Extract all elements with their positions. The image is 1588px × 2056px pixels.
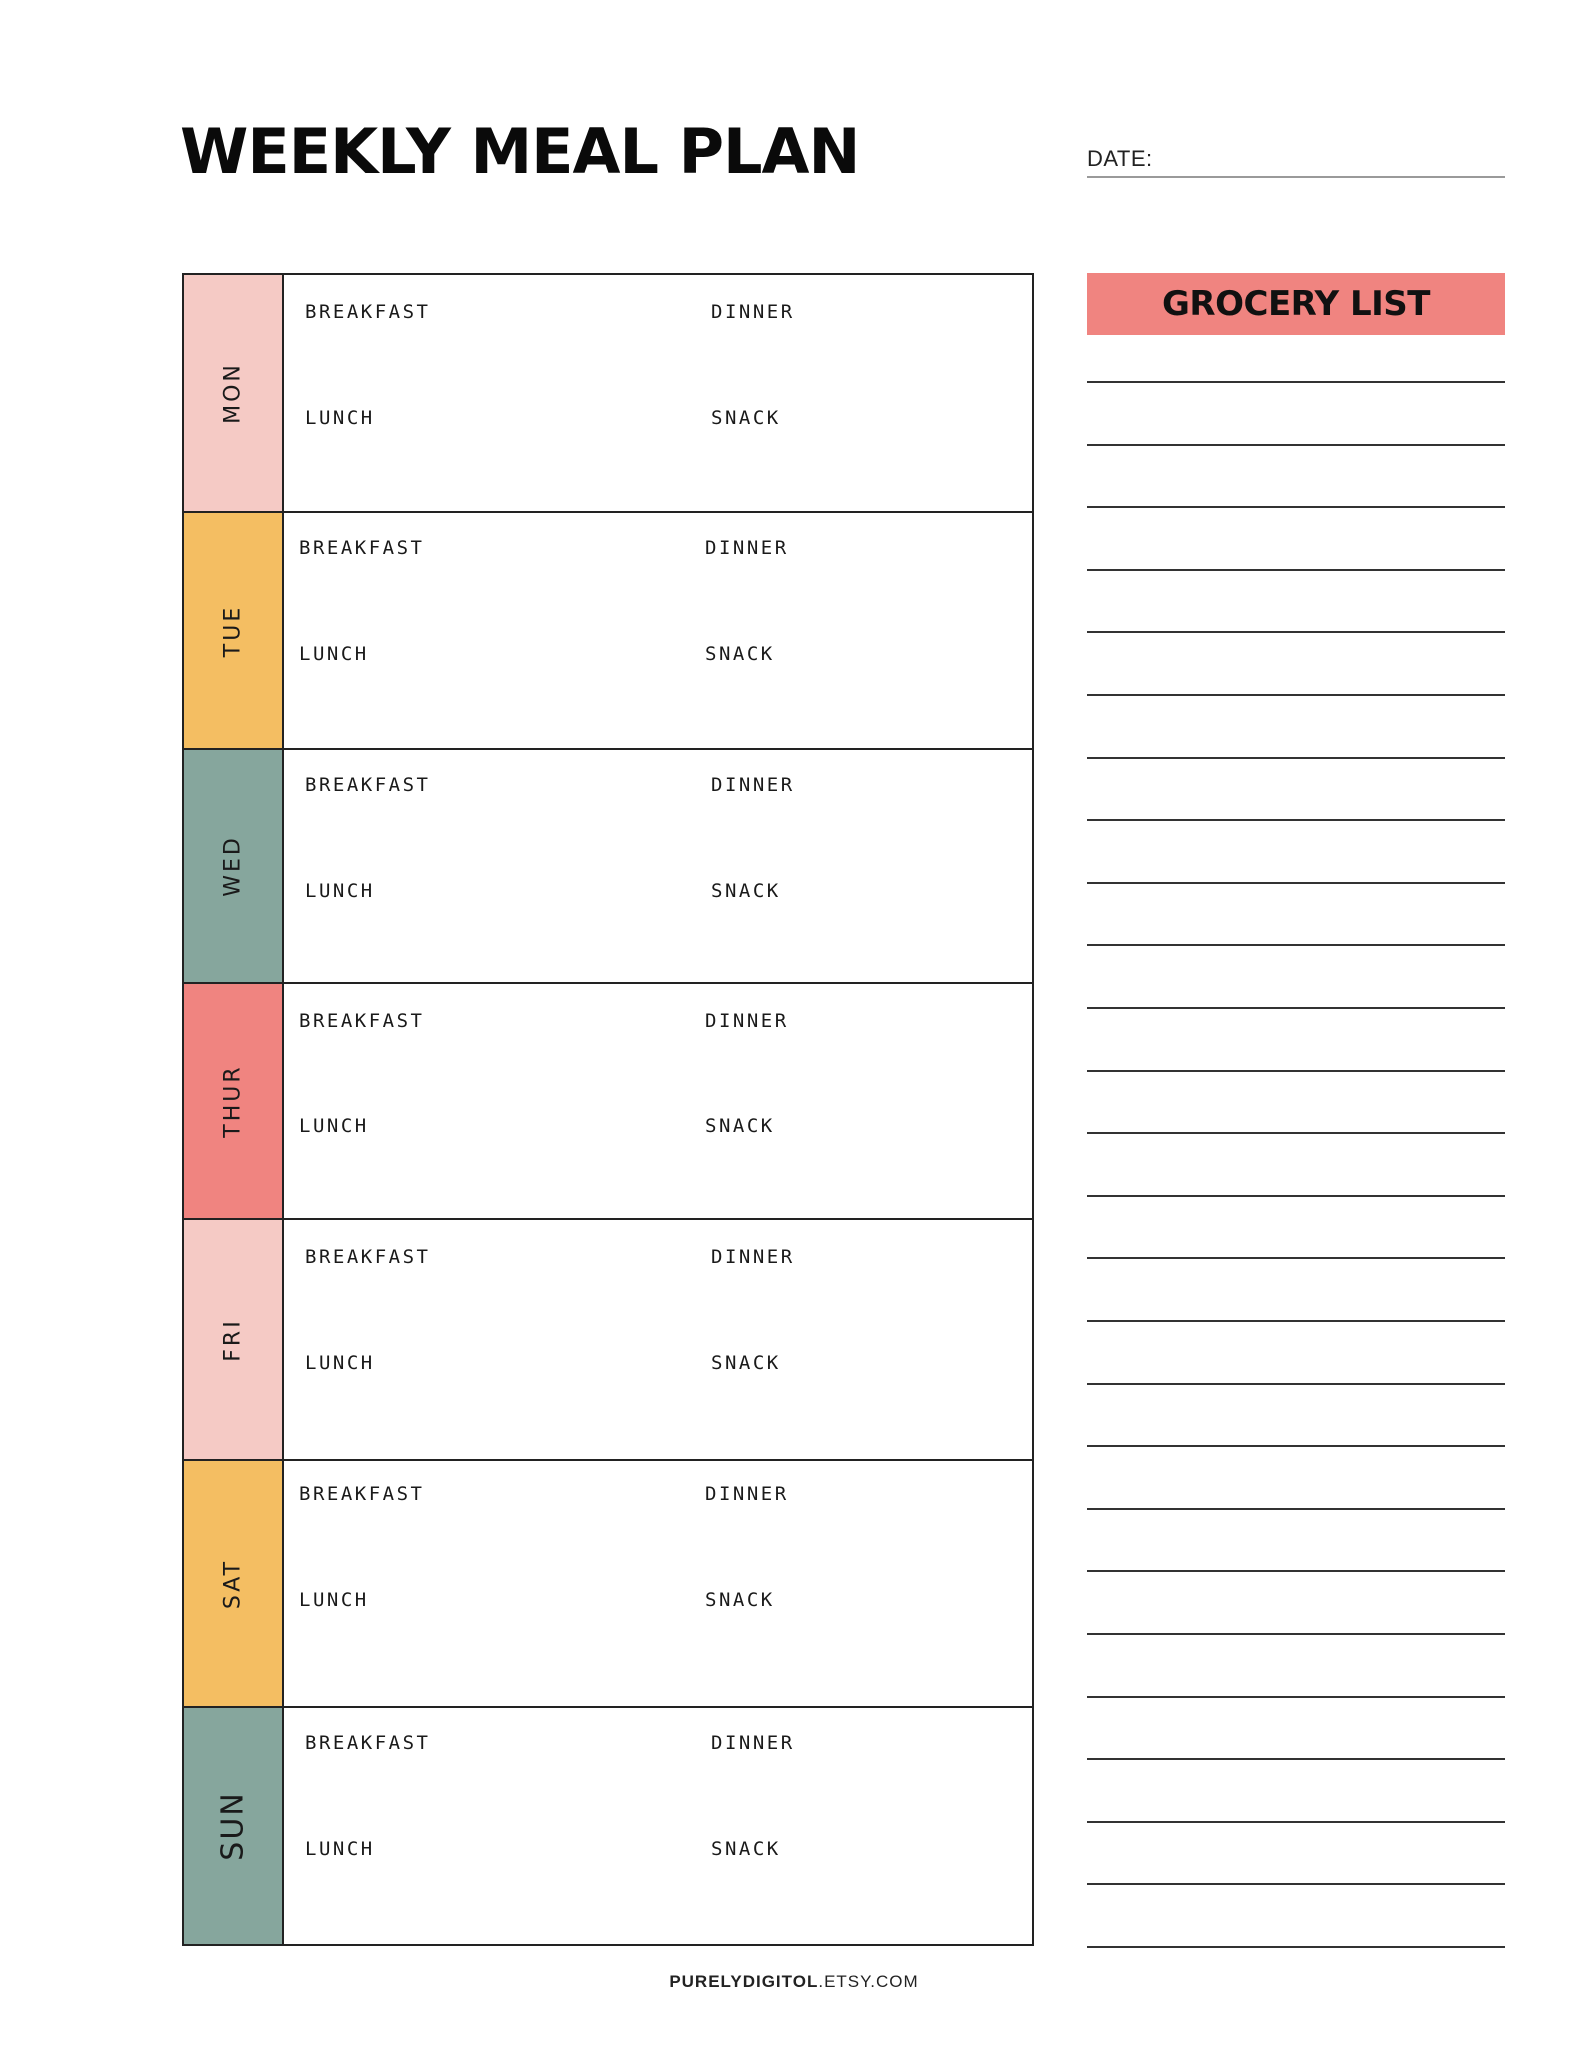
day-row-fri	[184, 1218, 1032, 1459]
grocery-line[interactable]	[1087, 1257, 1505, 1259]
grocery-line[interactable]	[1087, 1508, 1505, 1510]
day-label: SAT	[220, 1558, 246, 1609]
dinner-label: DINNER	[705, 1483, 789, 1505]
snack-label: SNACK	[705, 1115, 775, 1137]
grocery-line[interactable]	[1087, 381, 1505, 383]
footer-domain: .ETSY.COM	[818, 1972, 919, 1991]
grocery-line[interactable]	[1087, 1696, 1505, 1698]
grocery-line[interactable]	[1087, 882, 1505, 884]
lunch-label: LUNCH	[299, 1589, 369, 1611]
lunch-label: LUNCH	[299, 643, 369, 665]
day-label: THUR	[220, 1064, 246, 1138]
footer-brand: PURELYDIGITOL	[669, 1972, 819, 1991]
day-row-mon	[184, 275, 1032, 511]
day-row-thur	[184, 982, 1032, 1218]
snack-label: SNACK	[711, 1838, 781, 1860]
day-label: WED	[220, 835, 246, 897]
grocery-line[interactable]	[1087, 1821, 1505, 1823]
day-row-sun	[184, 1706, 1032, 1944]
grocery-line[interactable]	[1087, 1758, 1505, 1760]
lunch-label: LUNCH	[305, 1352, 375, 1374]
day-tab-mon	[184, 275, 284, 511]
dinner-label: DINNER	[711, 774, 795, 796]
day-tab-sun	[184, 1708, 284, 1944]
dinner-label: DINNER	[711, 1246, 795, 1268]
day-label: FRI	[220, 1317, 246, 1362]
day-tab-wed	[184, 750, 284, 982]
grocery-line[interactable]	[1087, 1633, 1505, 1635]
day-label: TUE	[220, 604, 246, 657]
day-row-sat	[184, 1459, 1032, 1706]
lunch-label: LUNCH	[305, 407, 375, 429]
breakfast-label: BREAKFAST	[305, 1732, 431, 1754]
grocery-line[interactable]	[1087, 1195, 1505, 1197]
day-tab-thur	[184, 984, 284, 1218]
day-tab-fri	[184, 1220, 284, 1459]
snack-label: SNACK	[705, 1589, 775, 1611]
grocery-line[interactable]	[1087, 1383, 1505, 1385]
grocery-line[interactable]	[1087, 1070, 1505, 1072]
lunch-label: LUNCH	[305, 1838, 375, 1860]
grocery-line[interactable]	[1087, 1883, 1505, 1885]
grocery-line[interactable]	[1087, 1320, 1505, 1322]
day-row-wed	[184, 748, 1032, 982]
dinner-label: DINNER	[705, 537, 789, 559]
snack-label: SNACK	[711, 407, 781, 429]
snack-label: SNACK	[711, 1352, 781, 1374]
grocery-list-header	[1087, 273, 1505, 335]
grocery-list-title: GROCERY LIST	[1162, 284, 1430, 324]
grocery-line[interactable]	[1087, 757, 1505, 759]
breakfast-label: BREAKFAST	[299, 1483, 425, 1505]
grocery-line[interactable]	[1087, 1007, 1505, 1009]
grocery-line[interactable]	[1087, 694, 1505, 696]
grocery-line[interactable]	[1087, 1946, 1505, 1948]
snack-label: SNACK	[705, 643, 775, 665]
dinner-label: DINNER	[711, 1732, 795, 1754]
grocery-line[interactable]	[1087, 569, 1505, 571]
lunch-label: LUNCH	[305, 880, 375, 902]
grocery-line[interactable]	[1087, 1570, 1505, 1572]
grocery-line[interactable]	[1087, 444, 1505, 446]
footer-credit	[0, 1972, 1588, 1992]
grocery-line[interactable]	[1087, 944, 1505, 946]
grocery-line[interactable]	[1087, 1445, 1505, 1447]
breakfast-label: BREAKFAST	[305, 1246, 431, 1268]
day-label: MON	[220, 362, 246, 424]
date-label: DATE:	[1087, 146, 1153, 171]
grocery-line[interactable]	[1087, 631, 1505, 633]
day-tab-sat	[184, 1461, 284, 1706]
breakfast-label: BREAKFAST	[299, 1010, 425, 1032]
lunch-label: LUNCH	[299, 1115, 369, 1137]
day-tab-tue	[184, 513, 284, 748]
snack-label: SNACK	[711, 880, 781, 902]
day-row-tue	[184, 511, 1032, 748]
grocery-line[interactable]	[1087, 1132, 1505, 1134]
date-field[interactable]	[1087, 146, 1505, 178]
grocery-line[interactable]	[1087, 819, 1505, 821]
breakfast-label: BREAKFAST	[305, 301, 431, 323]
day-label: SUN	[215, 1791, 251, 1861]
page-title: WEEKLY MEAL PLAN	[180, 115, 860, 188]
breakfast-label: BREAKFAST	[305, 774, 431, 796]
grocery-line[interactable]	[1087, 506, 1505, 508]
meal-plan-table	[182, 273, 1034, 1946]
breakfast-label: BREAKFAST	[299, 537, 425, 559]
dinner-label: DINNER	[711, 301, 795, 323]
dinner-label: DINNER	[705, 1010, 789, 1032]
